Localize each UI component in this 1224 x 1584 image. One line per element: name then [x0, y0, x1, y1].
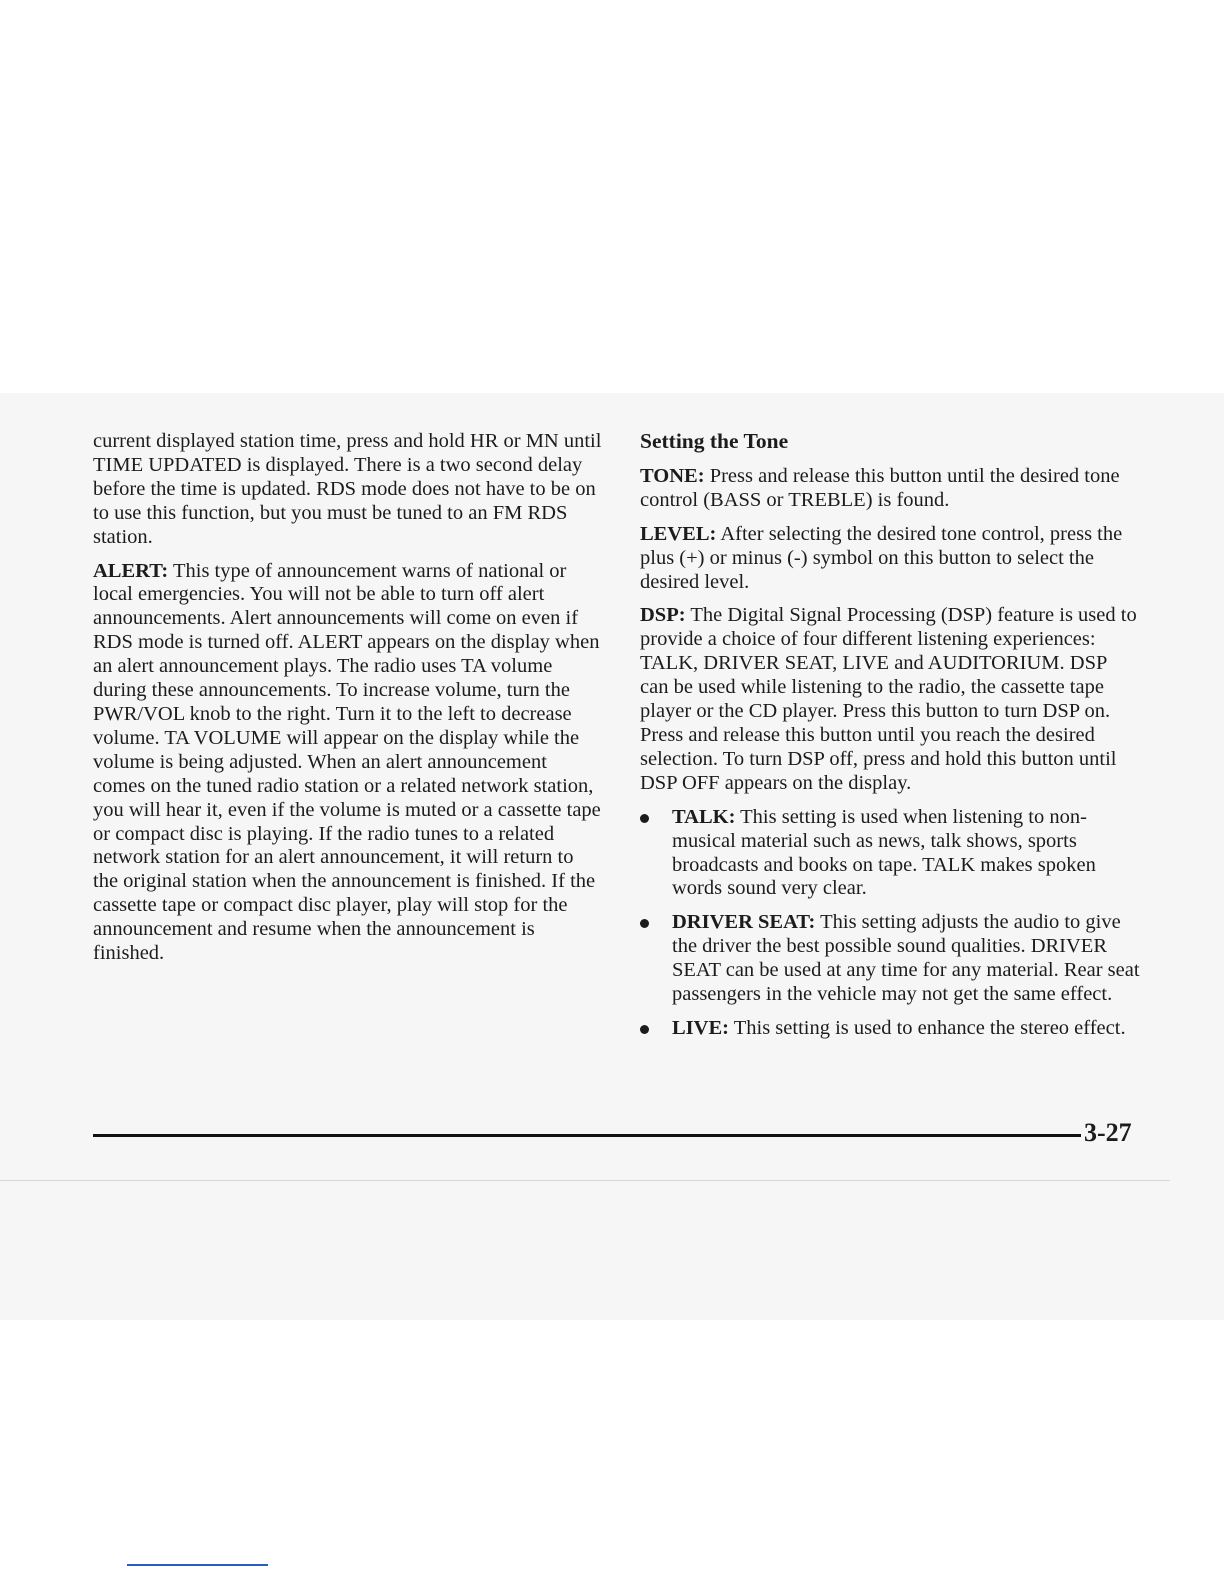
paragraph-text: After selecting the desired tone control, press the plus (+) or minus (-) symbol on this button to select the desired level. [640, 522, 1123, 593]
bullet-icon [640, 1025, 649, 1034]
paragraph-time-update [93, 430, 603, 550]
list-item-term: DRIVER SEAT: [672, 911, 816, 934]
paragraph-dsp [640, 604, 1140, 795]
right-column [640, 430, 1140, 1051]
paragraph-text: This type of announcement warns of national or local emergencies. You will not be able to turn off alert announcements. Alert announcements will come on even if RDS mode is turned off. ALERT appears on the display when an alert announcement plays. The radio uses TA volume during these announcements. To increase volume, turn the PWR/VOL knob to the right. Turn it to the left to decrease volume. TA VOLUME will appear on the display while the volume is being adjusted. When an alert announcement comes on the tuned radio station or a related network station, you will hear it, even if the volume is muted or a cassette tape or compact disc is playing. If the radio tunes to a related network station for an alert announcement, it will return to the original station when the announcement is finished. If the cassette tape or compact disc player, play will stop for the announcement and resume when the announcement is finished. [93, 559, 601, 965]
list-item-text: This setting adjusts the audio to give the driver the best possible sound qualities. DRIVER SEAT can be used at any time for any material. Rear seat passengers in the vehicle may not get the same effect. [672, 911, 1140, 1006]
list-item-driver-seat [640, 911, 1140, 1007]
paragraph-level [640, 523, 1140, 595]
paragraph-term: LEVEL: [640, 522, 717, 545]
paragraph-text: The Digital Signal Processing (DSP) feature is used to provide a choice of four different listening experiences: TALK, DRIVER SEAT, LIVE and AUDITORIUM. DSP can be used while listening to the radio, the cassette tape player or the CD player. Press this button to turn DSP on. Press and release this button until you reach the desired selection. To turn DSP off, press and hold this button until DSP OFF appears on the display. [640, 604, 1137, 794]
list-item-text: This setting is used to enhance the stereo effect. [728, 1016, 1126, 1039]
paragraph-tone [640, 465, 1140, 513]
section-heading: Setting the Tone [640, 429, 789, 453]
paragraph-text: Press and release this button until the desired tone control (BASS or TREBLE) is found. [640, 464, 1120, 511]
footer-rule [93, 1134, 1081, 1137]
list-item-talk [640, 806, 1140, 902]
list-item-term: LIVE: [672, 1016, 729, 1039]
list-item-text: This setting is used when listening to non-musical material such as news, talk shows, sports broadcasts and books on tape. TALK makes spoken words sound very clear. [672, 805, 1096, 900]
paragraph-term: ALERT: [93, 559, 169, 582]
paragraph-term: TONE: [640, 464, 705, 487]
paragraph-term: DSP: [640, 604, 686, 627]
left-column [93, 430, 603, 976]
list-item-term: TALK: [672, 805, 736, 828]
paragraph-text: current displayed station time, press and hold HR or MN until TIME UPDATED is displayed. There is a two second delay before the time is updated. RDS mode does not have to be on to use this function, but you must be tuned to an FM RDS station. [93, 430, 602, 548]
bottom-link-underline [127, 1564, 268, 1566]
paragraph-alert [93, 560, 603, 966]
page-number: 3-27 [1084, 1118, 1132, 1147]
list-item-live [640, 1017, 1140, 1041]
bullet-icon [640, 814, 649, 823]
scan-edge-line [0, 1180, 1170, 1181]
dsp-mode-list [640, 806, 1140, 1041]
bullet-icon [640, 919, 649, 928]
